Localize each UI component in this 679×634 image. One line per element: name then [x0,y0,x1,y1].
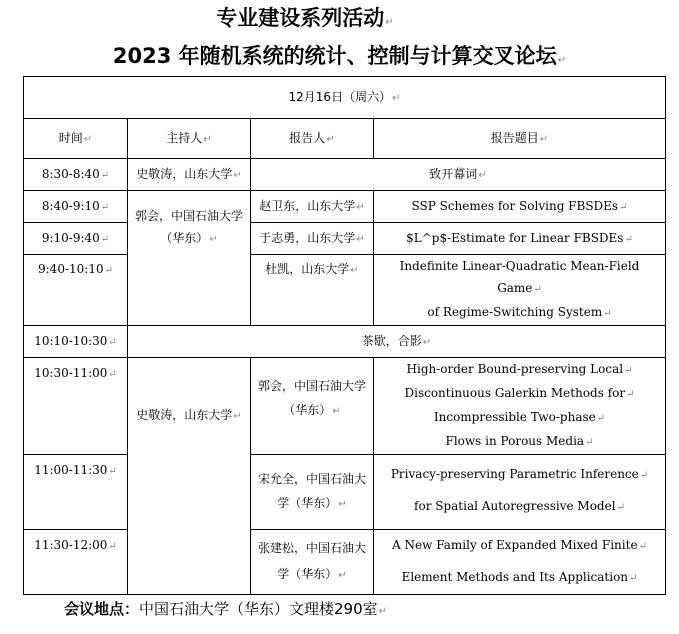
header-host: 主持人↵ [128,119,251,159]
topic-cell: 茶歇，合影↵ [128,326,666,358]
table-row [24,455,666,530]
venue-line: 会议地点：中国石油大学（华东）文理楼290室↵ [64,600,388,618]
header-row [24,119,666,159]
time-cell: 9:40-10:10↵ [24,255,128,326]
speaker-cell: 宋允全，中国石油大学（华东）↵ [251,455,374,530]
venue-value: 中国石油大学（华东）文理楼290室 [139,600,378,618]
time-cell: 10:30-11:00↵ [24,358,128,455]
speaker-cell: 张建松，中国石油大学（华东）↵ [251,530,374,595]
date-row [24,77,666,119]
header-topic: 报告题目↵ [374,119,666,159]
table-row [24,159,666,191]
date-cell: 12月16日（周六）↵ [24,77,666,119]
host-cell: 郭会，中国石油大学（华东）↵ [128,191,251,326]
topic-line: Incompressible Two-phase [433,410,596,424]
speaker-cell: 赵卫东，山东大学↵ [251,191,374,223]
topic-line: Discontinuous Galerkin Methods for [404,386,626,400]
table-row [24,326,666,358]
topic-line: for Spatial Autoregressive Model [414,499,616,513]
title-line-1: 专业建设系列活动↵ [216,6,394,30]
schedule-table [23,76,666,595]
topic-line: Privacy-preserving Parametric Inference [390,467,639,481]
topic-cell: Indefinite Linear-Quadratic Mean-Field Game↵ of Regime-Switching System↵ [374,255,666,326]
host-cell: 史敬涛，山东大学↵ [128,358,251,595]
title-line-2: 2023 年随机系统的统计、控制与计算交叉论坛↵ [112,44,567,68]
time-cell: 8:30-8:40↵ [24,159,128,191]
table-row [24,530,666,595]
speaker-cell: 郭会，中国石油大学（华东）↵ [251,358,374,455]
topic-cell: Privacy-preserving Parametric Inference↵ for Spatial Autoregressive Model↵ [374,455,666,530]
table-row [24,358,666,455]
header-speaker: 报告人↵ [251,119,374,159]
table-row [24,223,666,255]
topic-line: Indefinite Linear-Quadratic Mean-Field Game [399,259,640,295]
topic-cell: SSP Schemes for Solving FBSDEs↵ [374,191,666,223]
time-cell: 11:00-11:30↵ [24,455,128,530]
host-cell: 史敬涛，山东大学↵ [128,159,251,191]
topic-line: Element Methods and Its Application [401,570,629,584]
time-cell: 9:10-9:40↵ [24,223,128,255]
speaker-cell: 杜凯，山东大学↵ [251,255,374,326]
topic-line: of Regime-Switching System [427,305,603,319]
topic-cell: A New Family of Expanded Mixed Finite↵ Element Methods and Its Application↵ [374,530,666,595]
speaker-cell: 于志勇，山东大学↵ [251,223,374,255]
topic-cell: $L^p$-Estimate for Linear FBSDEs↵ [374,223,666,255]
time-cell: 11:30-12:00↵ [24,530,128,595]
table-row [24,191,666,223]
topic-line: High-order Bound-preserving Local [406,362,624,376]
time-cell: 8:40-9:10↵ [24,191,128,223]
time-cell: 10:10-10:30↵ [24,326,128,358]
topic-line: A New Family of Expanded Mixed Finite [392,538,638,552]
venue-label: 会议地点： [64,600,140,618]
header-time: 时间↵ [24,119,128,159]
topic-cell: High-order Bound-preserving Local↵ Discontinuous Galerkin Methods for↵ Incompressible Two-phase↵ Flows in Porous Media↵ [374,358,666,455]
topic-cell: 致开幕词↵ [251,159,666,191]
table-row [24,255,666,326]
topic-line: Flows in Porous Media [445,434,585,448]
